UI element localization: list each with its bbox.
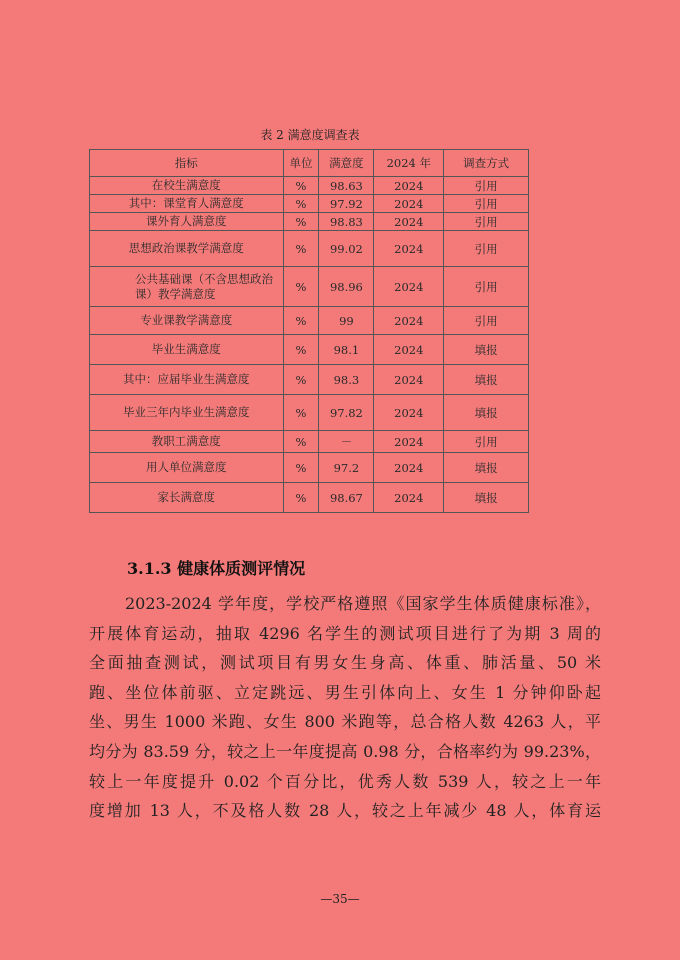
header-satisfaction: 满意度 bbox=[319, 150, 374, 177]
table-row bbox=[90, 335, 529, 365]
cell-indicator: 专业课教学满意度 bbox=[90, 307, 284, 335]
paragraph-line: 2023-2024 学年度，学校严格遵照《国家学生体质健康标准》， bbox=[125, 594, 601, 613]
table-row bbox=[90, 307, 529, 335]
table-row bbox=[90, 177, 529, 195]
cell-satisfaction: 98.83 bbox=[319, 213, 374, 231]
cell-method: 填报 bbox=[444, 365, 529, 395]
header-unit: 单位 bbox=[283, 150, 319, 177]
cell-year: 2024 bbox=[374, 395, 444, 431]
paragraph-line: 均分为 83.59 分，较之上一年度提高 0.98 分，合格率约为 99.23%， bbox=[89, 741, 601, 761]
table-row bbox=[90, 395, 529, 431]
cell-indicator: 课外育人满意度 bbox=[90, 213, 284, 231]
header-year: 2024 年 bbox=[374, 150, 444, 177]
table-row bbox=[90, 195, 529, 213]
paragraph-line: 较上一年度提升 0.02 个百分比，优秀人数 539 人，较之上一年 bbox=[89, 771, 601, 791]
section-paragraph bbox=[89, 589, 601, 826]
cell-method: 引用 bbox=[444, 231, 529, 267]
cell-indicator: 其中：应届毕业生满意度 bbox=[90, 365, 284, 395]
cell-satisfaction: 97.2 bbox=[319, 453, 374, 483]
section-heading: 3.1.3 健康体质测评情况 bbox=[127, 559, 306, 578]
paragraph-line: 跑、坐位体前驱、立定跳远、男生引体向上、女生 1 分钟仰卧起 bbox=[89, 682, 601, 702]
cell-indicator: 用人单位满意度 bbox=[90, 453, 284, 483]
table-row bbox=[90, 213, 529, 231]
cell-method: 引用 bbox=[444, 177, 529, 195]
cell-unit: % bbox=[283, 365, 319, 395]
paragraph-line: 度增加 13 人，不及格人数 28 人，较之上年减少 48 人，体育运 bbox=[89, 801, 601, 821]
cell-unit: % bbox=[283, 483, 319, 513]
table-caption: 表 2 满意度调查表 bbox=[260, 128, 360, 142]
cell-unit: % bbox=[283, 453, 319, 483]
cell-method: 填报 bbox=[444, 335, 529, 365]
cell-indicator: 教职工满意度 bbox=[90, 431, 284, 453]
cell-indicator: 家长满意度 bbox=[90, 483, 284, 513]
cell-satisfaction: 99.02 bbox=[319, 231, 374, 267]
cell-satisfaction: 98.67 bbox=[319, 483, 374, 513]
cell-method: 引用 bbox=[444, 195, 529, 213]
cell-indicator: 在校生满意度 bbox=[90, 177, 284, 195]
paragraph-line: 全面抽查测试，测试项目有男女生身高、体重、肺活量、50 米 bbox=[89, 653, 601, 673]
satisfaction-table bbox=[89, 149, 529, 513]
cell-satisfaction: 98.1 bbox=[319, 335, 374, 365]
cell-indicator: 公共基础课（不含思想政治课）教学满意度 bbox=[90, 267, 284, 307]
cell-year: 2024 bbox=[374, 431, 444, 453]
cell-year: 2024 bbox=[374, 453, 444, 483]
cell-satisfaction: 97.82 bbox=[319, 395, 374, 431]
cell-year: 2024 bbox=[374, 267, 444, 307]
cell-method: 引用 bbox=[444, 267, 529, 307]
cell-indicator: 毕业三年内毕业生满意度 bbox=[90, 395, 284, 431]
cell-year: 2024 bbox=[374, 231, 444, 267]
table-header-row bbox=[90, 150, 529, 177]
cell-satisfaction: － bbox=[319, 431, 374, 453]
header-method: 调查方式 bbox=[444, 150, 529, 177]
cell-unit: % bbox=[283, 177, 319, 195]
header-indicator: 指标 bbox=[90, 150, 284, 177]
cell-unit: % bbox=[283, 395, 319, 431]
cell-method: 引用 bbox=[444, 213, 529, 231]
cell-year: 2024 bbox=[374, 483, 444, 513]
cell-unit: % bbox=[283, 231, 319, 267]
cell-unit: % bbox=[283, 307, 319, 335]
cell-year: 2024 bbox=[374, 213, 444, 231]
cell-unit: % bbox=[283, 335, 319, 365]
table-row bbox=[90, 483, 529, 513]
cell-year: 2024 bbox=[374, 177, 444, 195]
paragraph-line: 坐、男生 1000 米跑、女生 800 米跑等，总合格人数 4263 人，平 bbox=[89, 712, 601, 732]
cell-indicator: 思想政治课教学满意度 bbox=[90, 231, 284, 267]
paragraph-line: 开展体育运动，抽取 4296 名学生的测试项目进行了为期 3 周的 bbox=[89, 623, 601, 643]
cell-satisfaction: 99 bbox=[319, 307, 374, 335]
cell-year: 2024 bbox=[374, 195, 444, 213]
cell-unit: % bbox=[283, 267, 319, 307]
cell-satisfaction: 97.92 bbox=[319, 195, 374, 213]
cell-unit: % bbox=[283, 431, 319, 453]
cell-method: 填报 bbox=[444, 453, 529, 483]
cell-method: 引用 bbox=[444, 307, 529, 335]
cell-method: 填报 bbox=[444, 395, 529, 431]
cell-indicator: 其中：课堂育人满意度 bbox=[90, 195, 284, 213]
cell-satisfaction: 98.96 bbox=[319, 267, 374, 307]
cell-indicator: 毕业生满意度 bbox=[90, 335, 284, 365]
cell-satisfaction: 98.63 bbox=[319, 177, 374, 195]
cell-year: 2024 bbox=[374, 335, 444, 365]
cell-year: 2024 bbox=[374, 307, 444, 335]
cell-satisfaction: 98.3 bbox=[319, 365, 374, 395]
table-row bbox=[90, 453, 529, 483]
table-row bbox=[90, 365, 529, 395]
table-row bbox=[90, 267, 529, 307]
cell-unit: % bbox=[283, 195, 319, 213]
table-row bbox=[90, 231, 529, 267]
cell-method: 填报 bbox=[444, 483, 529, 513]
cell-unit: % bbox=[283, 213, 319, 231]
page-number: —35— bbox=[320, 892, 360, 906]
table-row bbox=[90, 431, 529, 453]
cell-method: 引用 bbox=[444, 431, 529, 453]
cell-year: 2024 bbox=[374, 365, 444, 395]
